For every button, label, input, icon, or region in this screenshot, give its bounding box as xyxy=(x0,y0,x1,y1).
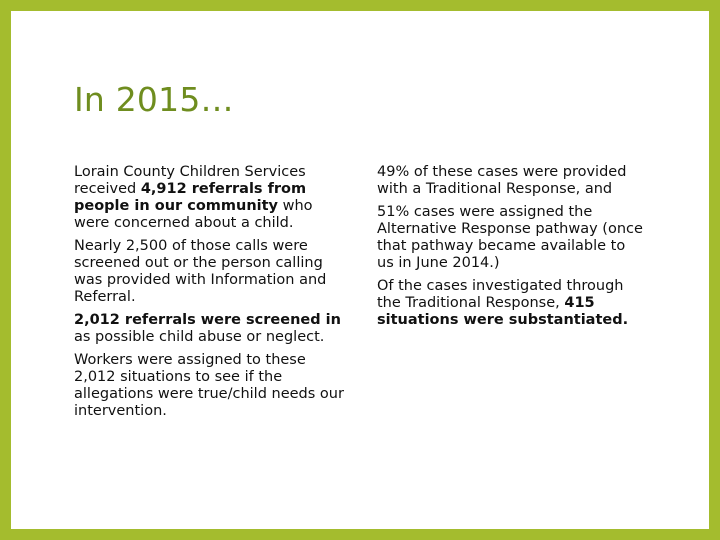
right-paragraph-substantiated xyxy=(377,278,645,329)
left-paragraph-screened-out: Nearly 2,500 of those calls were screened out or the person calling was provided with Information and Referral. xyxy=(74,238,327,305)
right-paragraph-traditional: 49% of these cases were provided with a Traditional Response, and xyxy=(377,164,627,197)
left-p3-bold: 2,012 referrals were screened in xyxy=(74,312,341,328)
left-p1-bold: 4,912 referrals from people in our community xyxy=(74,181,307,214)
left-p1-text-c: who were concerned about a child. xyxy=(74,198,313,231)
left-p1-text-a: Lorain County Children Services received xyxy=(74,164,306,197)
right-text-column xyxy=(377,164,645,335)
left-p3-text: as possible child abuse or neglect. xyxy=(74,329,325,345)
right-paragraph-alternative: 51% cases were assigned the Alternative Response pathway (once that pathway became available to us in June 2014.) xyxy=(377,204,643,271)
right-p3-bold: 415 situations were substantiated. xyxy=(377,295,629,328)
left-paragraph-screened-in xyxy=(74,312,344,346)
left-text-column xyxy=(74,164,344,426)
left-paragraph-referrals xyxy=(74,164,344,232)
slide-title: In 2015… xyxy=(74,80,234,119)
right-p3-text: Of the cases investigated through the Traditional Response, xyxy=(377,278,624,311)
left-paragraph-workers: Workers were assigned to these 2,012 situations to see if the allegations were true/child needs our intervention. xyxy=(74,352,344,419)
